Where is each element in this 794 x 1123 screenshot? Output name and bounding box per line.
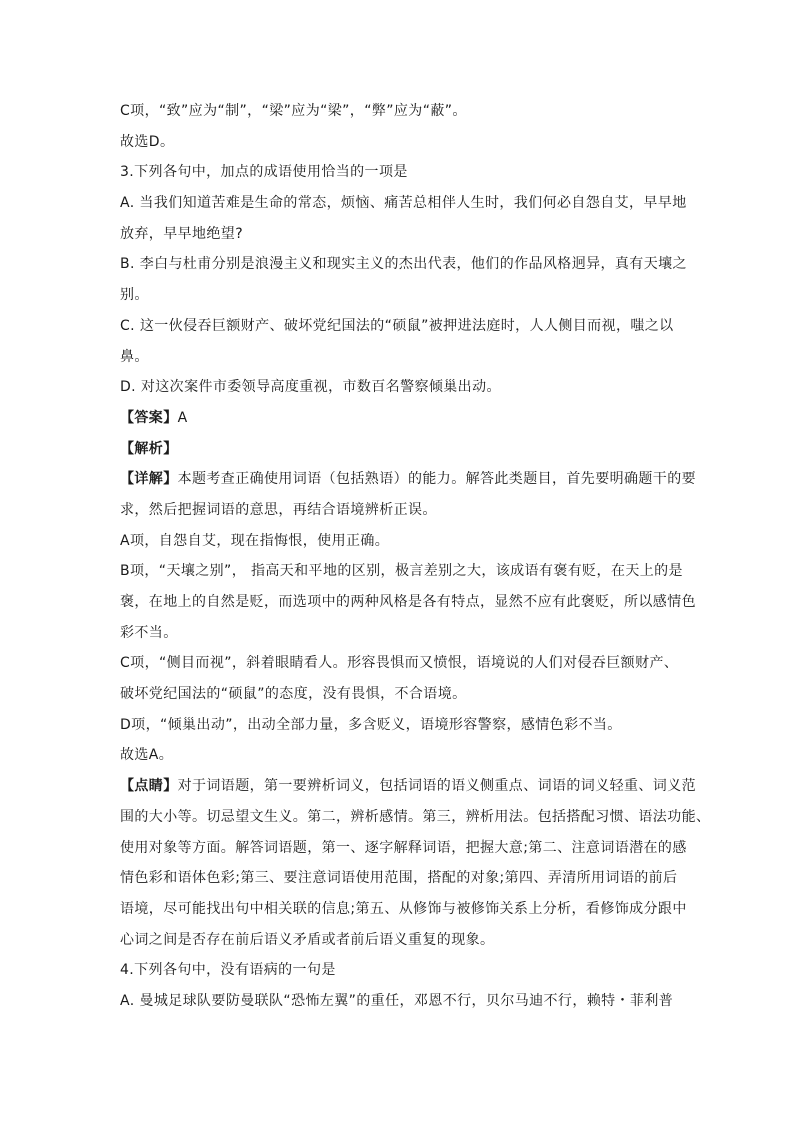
question-3-stem: 3.下列各句中，加点的成语使用恰当的一项是 — [120, 164, 408, 181]
text-line: 求，然后把握词语的意思，再结合语境辨析正误。 — [120, 501, 437, 518]
text-line: 使用对象等方面。解答词语题，第一、逐字解释词语，把握大意;第二、注意词语潜在的感 — [120, 839, 687, 856]
option-b-cont: 别。 — [120, 287, 149, 304]
detail-line: 【详解】本题考查正确使用词语（包括熟语）的能力。解答此类题目，首先要明确题干的要 — [120, 471, 697, 488]
answer-line — [120, 403, 680, 434]
text-line: 围的大小等。切忌望文生义。第二，辨析感情。第三，辨析用法。包括搭配习惯、语法功能、 — [120, 808, 711, 825]
option-a: A. 曼城足球队要防曼联队“恐怖左翼”的重任，邓恩不行，贝尔马迪不行，赖特・菲利普 — [120, 992, 674, 1009]
text-line: 心词之间是否存在前后语义矛盾或者前后语义重复的现象。 — [120, 931, 495, 948]
text-line: 彩不当。 — [120, 624, 178, 641]
detail-tag: 【详解】 — [120, 471, 178, 488]
analysis-line — [120, 434, 680, 465]
option-a: A. 当我们知道苦难是生命的常态，烦恼、痛苦总相伴人生时，我们何必自怨自艾，早早地 — [120, 195, 687, 212]
analysis-tag: 【解析】 — [120, 440, 178, 457]
option-a-cont: 放弃，早早地绝望? — [120, 225, 244, 242]
text-line: D项，“倾巢出动”，出动全部力量，多含贬义，语境形容警察，感情色彩不当。 — [120, 716, 622, 733]
option-c-cont: 鼻。 — [120, 348, 149, 365]
comment-tag: 【点睛】 — [120, 778, 178, 795]
text-line: 故选A。 — [120, 747, 174, 764]
text-line: C项，“致”应为“制”，“梁”应为“梁”，“弊”应为“蔽”。 — [120, 103, 467, 119]
text-line: 破坏党纪国法的“硕鼠”的态度，没有畏惧，不合语境。 — [120, 686, 467, 703]
question-4-stem: 4.下列各句中，没有语病的一句是 — [120, 962, 336, 979]
option-d: D. 对这次案件市委领导高度重视，市数百名警察倾巢出动。 — [120, 379, 501, 396]
answer-tag: 【答案】 — [120, 409, 178, 426]
text-line: 语境，尽可能找出句中相关联的信息;第五、从修饰与被修饰关系上分析，看修饰成分跟中 — [120, 900, 687, 917]
document-page — [120, 96, 711, 1017]
text-line: C项，“侧目而视”，斜着眼睛看人。形容畏惧而又愤恨，语境说的人们对侵吞巨额财产、 — [120, 655, 679, 672]
option-b: B. 李白与杜甫分别是浪漫主义和现实主义的杰出代表，他们的作品风格迥异，真有天壤之 — [120, 256, 687, 273]
text-line: 情色彩和语体色彩;第三、要注意词语使用范围，搭配的对象;第四、弄清所用词语的前后 — [120, 870, 678, 887]
answer-value: A — [177, 409, 188, 426]
text-line: 故选D。 — [120, 133, 175, 150]
text-line: B项，“天壤之别”， 指高天和平地的区别，极言差别之大，该成语有褒有贬，在天上的是 — [120, 563, 683, 580]
text-line: 褒，在地上的自然是贬，而选项中的两种风格是各有特点，显然不应有此褒贬，所以感情色 — [120, 594, 696, 610]
comment-line: 【点睛】对于词语题，第一要辨析词义，包括词语的语义侧重点、词语的词义轻重、词义范 — [120, 778, 697, 795]
text-line: A项，自怨自艾，现在指悔恨，使用正确。 — [120, 532, 390, 549]
option-c: C. 这一伙侵吞巨额财产、破坏党纪国法的“硕鼠”被押进法庭时，人人侧目而视，嗤之以 — [120, 317, 674, 334]
